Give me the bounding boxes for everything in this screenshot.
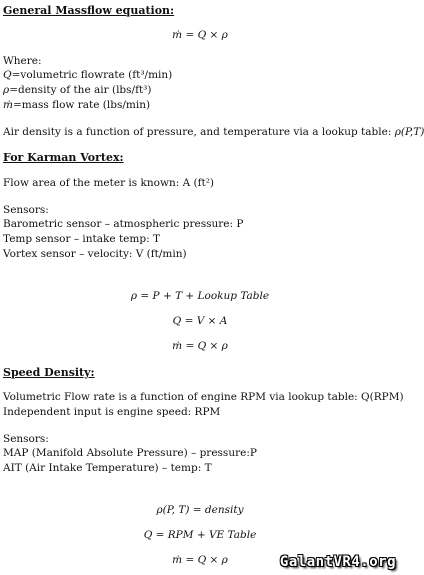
speed-density-equation-flow: Q = RPM + VE Table (143, 529, 257, 541)
definition-symbol: ρ (3, 84, 10, 96)
speed-density-sensor-item: AIT (Air Intake Temperature) – temp: T (3, 462, 212, 474)
speed-density-line: Independent input is engine speed: RPM (3, 406, 221, 418)
site-watermark: GalantVR4.org (279, 554, 396, 570)
speed-density-line: Volumetric Flow rate is a function of engine RPM via lookup table: Q(RPM) (3, 391, 404, 403)
definition-text: =density of the air (lbs/ft³) (9, 84, 152, 96)
definition-rho (3, 84, 152, 97)
where-label: Where: (3, 55, 42, 67)
karman-equation-density: ρ = P + T + Lookup Table (130, 290, 270, 302)
definition-q (3, 69, 172, 82)
speed-density-sensors-label: Sensors: (3, 433, 49, 445)
definition-symbol: Q (3, 69, 12, 81)
speed-density-equation-massflow: ṁ = Q × ρ (172, 554, 228, 566)
definition-symbol: ṁ (3, 99, 13, 111)
karman-equation-massflow: ṁ = Q × ρ (172, 340, 228, 352)
general-massflow-equation: ṁ = Q × ρ (172, 29, 228, 41)
karman-sensor-item: Vortex sensor – velocity: V (ft/min) (3, 248, 187, 260)
karman-sensor-item: Temp sensor – intake temp: T (3, 233, 160, 245)
definition-text: =mass flow rate (lbs/min) (12, 99, 151, 111)
density-note (3, 126, 424, 139)
speed-density-sensor-item: MAP (Manifold Absolute Pressure) – pressure:P (3, 447, 257, 459)
flow-area-line: Flow area of the meter is known: A (ft²) (3, 177, 215, 189)
definition-text: =volumetric flowrate (ft³/min) (11, 69, 173, 81)
general-massflow-heading: General Massflow equation: (3, 4, 175, 17)
karman-sensor-item: Barometric sensor – atmospheric pressure: P (3, 218, 244, 230)
definition-mdot (3, 99, 150, 112)
density-note-math: ρ(P,T) (394, 126, 424, 138)
karman-vortex-heading: For Karman Vortex: (3, 151, 124, 164)
density-note-text: Air density is a function of pressure, and temperature via a lookup table: (3, 126, 395, 138)
karman-equation-flow: Q = V × A (172, 315, 228, 327)
speed-density-heading: Speed Density: (3, 366, 95, 379)
speed-density-equation-density: ρ(P, T) = density (156, 504, 244, 516)
karman-sensors-label: Sensors: (3, 204, 49, 216)
